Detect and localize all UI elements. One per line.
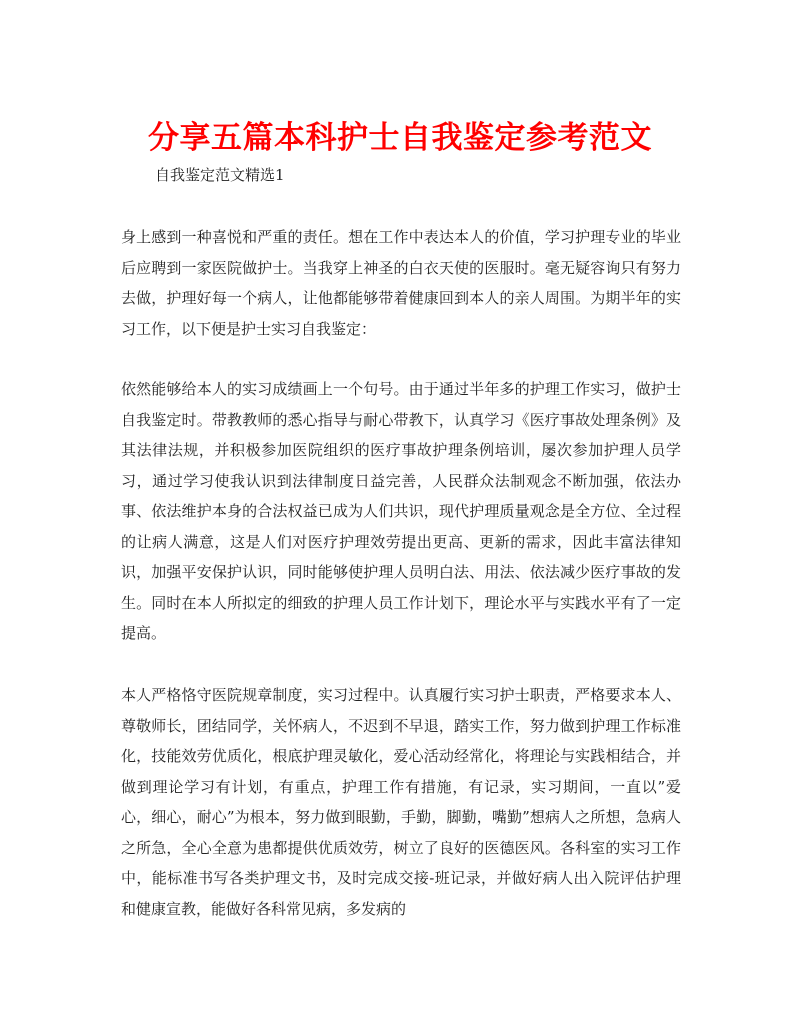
paragraph-1: 身上感到一种喜悦和严重的责任。想在工作中表达本人的价值，学习护理专业的毕业后应聘到一家医院做护士。当我穿上神圣的白衣天使的医服时。毫无疑容询只有努力去做，护理好每一个病人，让他都能够带着健康回到本人的亲人周围。为期半年的实习工作，以下便是护士实习自我鉴定： xyxy=(121,228,681,338)
document-title: 分享五篇本科护士自我鉴定参考范文 xyxy=(148,120,652,156)
document-subtitle: 自我鉴定范文精选1 xyxy=(155,166,285,184)
paragraph-2: 依然能够给本人的实习成绩画上一个句号。由于通过半年多的护理工作实习，做护士自我鉴定时。带教教师的悉心指导与耐心带教下，认真学习《医疗事故处理条例》及其法律法规，并积极参加医院组织的医疗事故护理条例培训，屡次参加护理人员学习，通过学习使我认识到法律制度日益完善，人民群众法制观念不断加强，依法办事、依法维护本身的合法权益已成为人们共识，现代护理质量观念是全方位、全过程的让病人满意，这是人们对医疗护理效劳提出更高、更新的需求，因此丰富法律知识，加强平安保护认识，同时能够使护理人员明白法、用法、依法减少医疗事故的发生。同时在本人所拟定的细致的护理人员工作计划下，理论水平与实践水平有了一定提高。 xyxy=(121,380,681,642)
paragraph-3: 本人严格恪守医院规章制度，实习过程中。认真履行实习护士职责，严格要求本人、尊敬师长，团结同学，关怀病人，不迟到不早退，踏实工作，努力做到护理工作标准化，技能效劳优质化，根底护理灵敏化，爱心活动经常化，将理论与实践相结合，并做到理论学习有计划，有重点，护理工作有措施，有记录，实习期间，一直以”爱心，细心，耐心”为根本，努力做到眼勤，手勤，脚勤，嘴勤”想病人之所想，急病人之所急，全心全意为患都提供优质效劳，树立了良好的医德医风。各科室的实习工作中，能标准书写各类护理文书，及时完成交接-班记录，并做好病人出入院评估护理和健康宣教，能做好各科常见病，多发病的 xyxy=(121,686,681,918)
